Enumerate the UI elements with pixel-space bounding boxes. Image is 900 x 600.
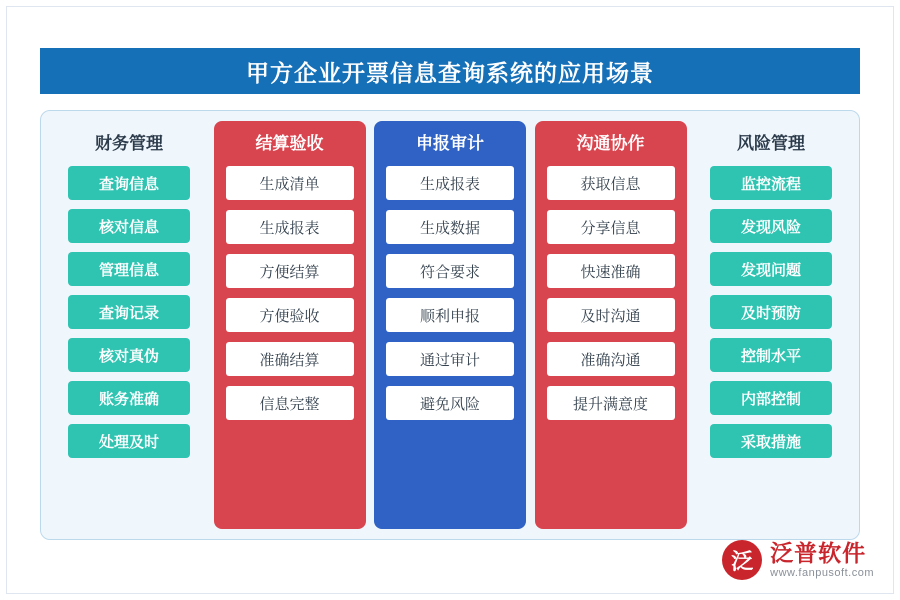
list-item[interactable]: 发现风险 (710, 209, 832, 243)
logo-mark-icon: 泛 (722, 540, 762, 580)
list-item[interactable]: 生成数据 (386, 210, 514, 244)
list-item[interactable]: 控制水平 (710, 338, 832, 372)
list-item[interactable]: 管理信息 (68, 252, 190, 286)
column-header-financial-management: 财务管理 (95, 134, 163, 153)
list-item[interactable]: 生成清单 (226, 166, 354, 200)
page-title: 甲方企业开票信息查询系统的应用场景 (246, 59, 654, 86)
list-item[interactable]: 方便验收 (226, 298, 354, 332)
list-item[interactable]: 顺利申报 (386, 298, 514, 332)
list-item[interactable]: 查询信息 (68, 166, 190, 200)
column-risk-management (695, 121, 847, 529)
list-item[interactable]: 准确结算 (226, 342, 354, 376)
list-item[interactable]: 及时沟通 (547, 298, 675, 332)
column-settlement-acceptance (214, 121, 366, 529)
list-item[interactable]: 处理及时 (68, 424, 190, 458)
list-item[interactable]: 方便结算 (226, 254, 354, 288)
list-item[interactable]: 核对信息 (68, 209, 190, 243)
list-item[interactable]: 及时预防 (710, 295, 832, 329)
column-header-declaration-audit: 申报审计 (416, 134, 484, 153)
diagram-board (40, 110, 860, 540)
logo-website-url: www.fanpusoft.com (770, 566, 874, 579)
page-title-bar (40, 48, 860, 94)
list-item[interactable]: 分享信息 (547, 210, 675, 244)
list-item[interactable]: 准确沟通 (547, 342, 675, 376)
list-item[interactable]: 生成报表 (226, 210, 354, 244)
logo-company-name: 泛普软件 (770, 540, 867, 567)
list-item[interactable]: 核对真伪 (68, 338, 190, 372)
column-header-settlement-acceptance: 结算验收 (255, 134, 324, 153)
list-item[interactable]: 查询记录 (68, 295, 190, 329)
list-item[interactable]: 发现问题 (710, 252, 832, 286)
list-item[interactable]: 符合要求 (386, 254, 514, 288)
column-header-communication-collaboration: 沟通协作 (576, 134, 645, 153)
list-item[interactable]: 监控流程 (710, 166, 832, 200)
list-item[interactable]: 账务准确 (68, 381, 190, 415)
column-communication-collaboration (535, 121, 687, 529)
column-declaration-audit (374, 121, 526, 529)
column-header-risk-management: 风险管理 (737, 134, 805, 153)
list-item[interactable]: 提升满意度 (547, 386, 675, 420)
list-item[interactable]: 获取信息 (547, 166, 675, 200)
logo-text (770, 541, 874, 578)
list-item[interactable]: 生成报表 (386, 166, 514, 200)
list-item[interactable]: 避免风险 (386, 386, 514, 420)
list-item[interactable]: 采取措施 (710, 424, 832, 458)
list-item[interactable]: 信息完整 (226, 386, 354, 420)
list-item[interactable]: 快速准确 (547, 254, 675, 288)
list-item[interactable]: 内部控制 (710, 381, 832, 415)
brand-logo (722, 540, 874, 580)
list-item[interactable]: 通过审计 (386, 342, 514, 376)
column-financial-management (53, 121, 205, 529)
